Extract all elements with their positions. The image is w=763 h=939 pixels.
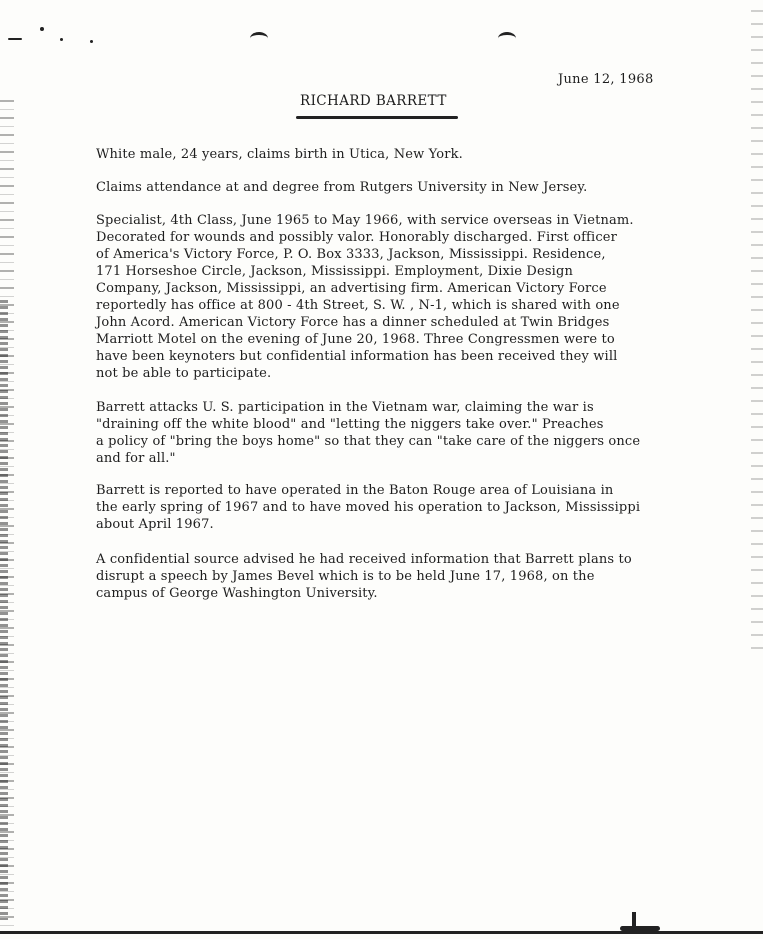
document-date: June 12, 1968 — [558, 72, 654, 87]
scan-speck — [60, 38, 63, 41]
paragraph-line: Decorated for wounds and possibly valor. Honorably discharged. First officer — [96, 230, 617, 245]
paragraph-line: Barrett attacks U. S. participation in the Vietnam war, claiming the war is — [96, 400, 594, 415]
paragraph-line: White male, 24 years, claims birth in Utica, New York. — [96, 147, 463, 162]
page-bottom-edge — [0, 931, 763, 934]
punch-hole-mark-right — [498, 32, 516, 45]
paragraph-line: John Acord. American Victory Force has a dinner scheduled at Twin Bridges — [96, 315, 610, 330]
paragraph-line: Company, Jackson, Mississippi, an advertising firm. American Victory Force — [96, 281, 607, 296]
paragraph-line: have been keynoters but confidential information has been received they will — [96, 349, 618, 364]
scan-speck — [40, 27, 44, 31]
paragraph-3 — [96, 212, 726, 382]
paragraph-5 — [96, 482, 726, 533]
paragraph-line: "draining off the white blood" and "letting the niggers take over." Preaches — [96, 417, 604, 432]
scan-speck — [8, 38, 22, 40]
paragraph-line: disrupt a speech by James Bevel which is to be held June 17, 1968, on the — [96, 569, 595, 584]
paragraph-line: campus of George Washington University. — [96, 586, 378, 601]
punch-hole-mark-left — [250, 32, 268, 45]
paragraph-line: the early spring of 1967 and to have moved his operation to Jackson, Mississippi — [96, 500, 641, 515]
paragraph-2 — [96, 179, 726, 196]
scan-edge-noise-left-inner — [0, 300, 8, 920]
paragraph-line: not be able to participate. — [96, 366, 272, 381]
paragraph-line: Claims attendance at and degree from Rutgers University in New Jersey. — [96, 180, 588, 195]
paragraph-line: of America's Victory Force, P. O. Box 3333, Jackson, Mississippi. Residence, — [96, 247, 606, 262]
paragraph-line: and for all." — [96, 451, 176, 466]
paragraph-line: A confidential source advised he had received information that Barrett plans to — [96, 552, 632, 567]
paragraph-1 — [96, 146, 726, 163]
paragraph-line: reportedly has office at 800 - 4th Street, S. W. , N-1, which is shared with one — [96, 298, 620, 313]
paragraph-line: Barrett is reported to have operated in the Baton Rouge area of Louisiana in — [96, 483, 614, 498]
scan-edge-noise-right — [751, 10, 763, 650]
paragraph-line: about April 1967. — [96, 517, 214, 532]
title-underline — [296, 116, 458, 119]
paragraph-line: Specialist, 4th Class, June 1965 to May 1966, with service overseas in Vietnam. — [96, 213, 634, 228]
paragraph-line: 171 Horseshoe Circle, Jackson, Mississippi. Employment, Dixie Design — [96, 264, 573, 279]
document-title: RICHARD BARRETT — [300, 93, 447, 109]
paragraph-6 — [96, 551, 726, 602]
paragraph-4 — [96, 399, 726, 467]
scan-speck — [90, 40, 93, 43]
paragraph-line: a policy of "bring the boys home" so that they can "take care of the niggers once — [96, 434, 641, 449]
paragraph-line: Marriott Motel on the evening of June 20, 1968. Three Congressmen were to — [96, 332, 615, 347]
